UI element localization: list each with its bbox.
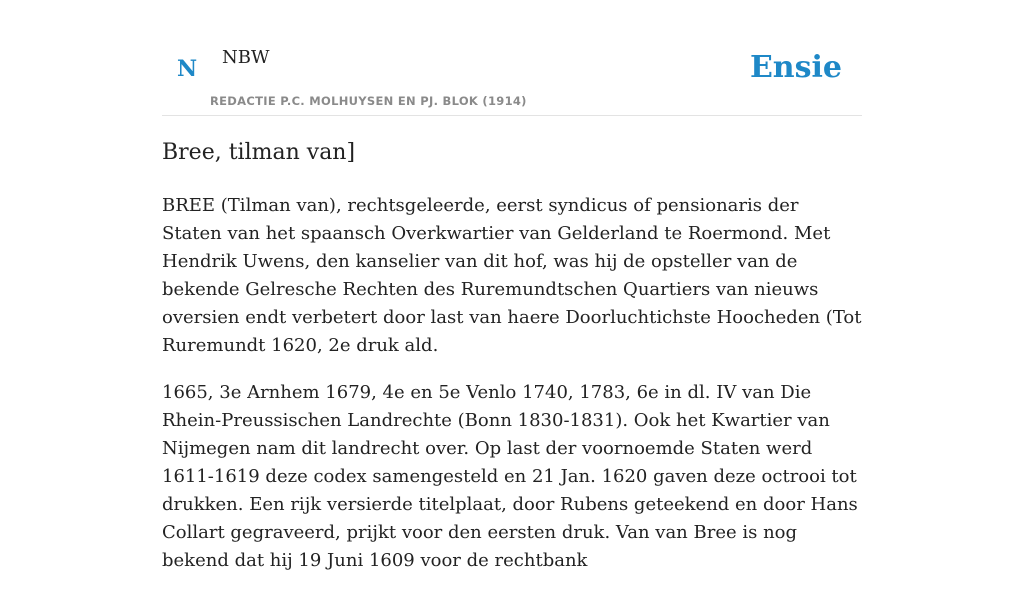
article-body xyxy=(162,192,862,594)
source-logo: N xyxy=(177,56,198,82)
source-title[interactable]: NBW xyxy=(222,47,270,68)
article-title: Bree, tilman van] xyxy=(162,140,356,165)
source-header xyxy=(162,40,862,116)
brand-logo[interactable]: Ensie xyxy=(749,50,842,85)
article-paragraph: BREE (Tilman van), rechtsgeleerde, eerst syndicus of pensionaris der Staten van het spaansch Overkwartier van Gelderland te Roermond. Met Hendrik Uwens, den kanselier van dit hof, was hij de opsteller van de bekende Gelresche Rechten des Ruremundtschen Quartiers van nieuws oversien endt verbetert door last van haere Doorluchtichste Hoocheden (Tot Ruremundt 1620, 2e druk ald. xyxy=(162,195,862,356)
article-paragraph: 1665, 3e Arnhem 1679, 4e en 5e Venlo 1740, 1783, 6e in dl. IV van Die Rhein-Preussischen Landrechte (Bonn 1830-1831). Ook het Kwartier van Nijmegen nam dit landrecht over. Op last der voornoemde Staten werd 1611-1619 deze codex samengesteld en 21 Jan. 1620 gaven deze octrooi tot drukken. Een rijk versierde titelplaat, door Rubens geteekend en door Hans Collart gegraveerd, prijkt voor den eersten druk. Van van Bree is nog bekend dat hij 19 Juni 1609 voor de rechtbank xyxy=(162,382,858,571)
source-editors: REDACTIE P.C. MOLHUYSEN EN PJ. BLOK (1914) xyxy=(210,94,527,108)
